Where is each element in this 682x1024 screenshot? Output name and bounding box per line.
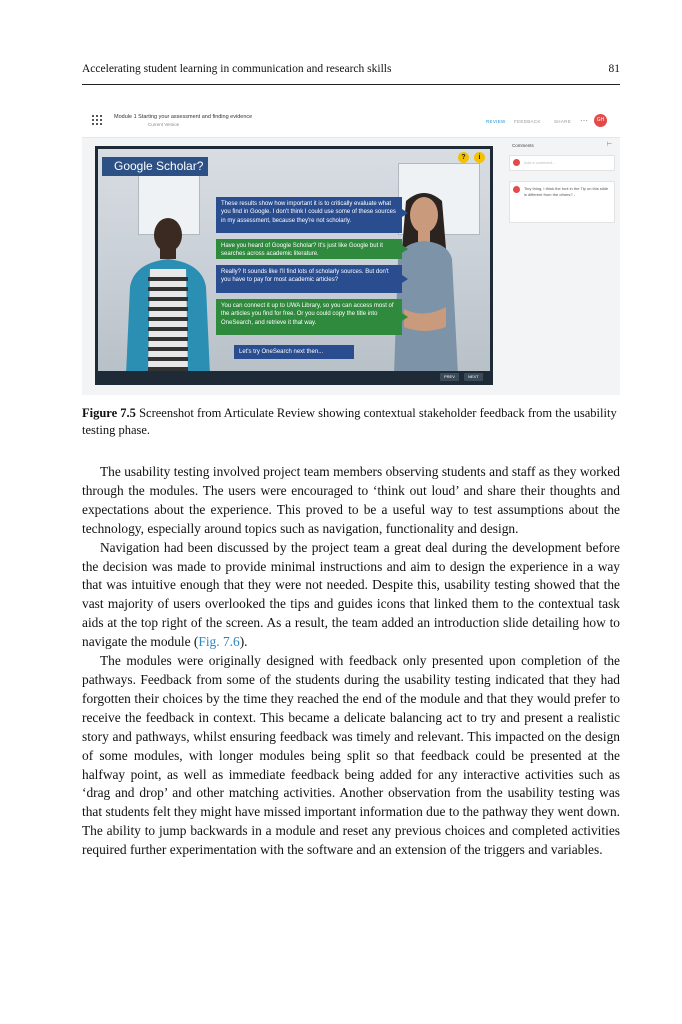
paragraph: The modules were originally designed with feedback only presented upon completion of the pathways. Feedback from some of the students during the usability testing indicated that they had forgotten their choices by the time they reached the end of the module and that they would prefer to receive the feedback in context. This became a delicate balancing act to try and present a realistic story and pathways, whilst ensuring feedback was timely and relevant. This impacted on the design of some modules, with longer modules being split so that feedback could be presented at the halfway point, as well as immediate feedback being added for any interactive activities such as ‘drag and drop’ and other matching activities. Another observation from the usability testing was that students felt they might have missed important information due to the pathway they went down. The ability to jump backwards in a module and reset any previous choices and completed activities required further experimentation with the software and an extension of the triggers and variables. [82, 653, 620, 858]
more-icon[interactable]: ⋯ [580, 116, 588, 125]
bubble-tail [402, 313, 408, 321]
choice-button[interactable]: Let's try OneSearch next then... [234, 345, 354, 359]
prev-button[interactable]: PREV [440, 373, 459, 381]
comments-title: Comments [512, 143, 534, 148]
slide-player [95, 146, 493, 385]
collapse-panel-icon[interactable]: ⊢ [606, 142, 612, 148]
bubble-tail [402, 245, 408, 253]
slide-footer [98, 371, 490, 383]
info-icon[interactable]: i [474, 152, 485, 163]
dialogue-bubble: You can connect it up to UWA Library, so you can access most of the articles you find for free. Or you could copy the title into OneSearch, and retrieve it that way. [216, 299, 402, 335]
review-topbar [82, 105, 620, 138]
paragraph-text: ). [239, 634, 248, 650]
bubble-tail [402, 275, 408, 283]
grid-menu-icon[interactable] [92, 115, 104, 127]
slide-title: Google Scholar? [102, 157, 208, 176]
dialogue-bubble: These results show how important it is to critically evaluate what you find in Google. I don't think I could use some of these sources in my assessment, because they're not scholarly. [216, 197, 402, 233]
comments-panel [500, 141, 616, 387]
tab-feedback[interactable]: FEEDBACK [514, 119, 541, 124]
running-header [82, 63, 620, 81]
module-title: Module 1 Starting your assessment and finding evidence [114, 114, 253, 120]
paragraph: The usability testing involved project team members observing students and staff as they worked through the modules. The users were encouraged to ‘think out loud’ and share their thoughts and expectations about the experience. This proved to be a useful way to test assumptions about the technology, especially around topics such as navigation, functionality and design. [82, 464, 620, 536]
avatar[interactable]: GH [594, 114, 607, 127]
comment-card[interactable] [509, 181, 615, 223]
commenter-avatar [513, 159, 520, 166]
dialogue-bubble: Have you heard of Google Scholar? It's just like Google but it searches across academic literature. [216, 239, 402, 259]
comment-text: Tiny thing, I think the font in the Tip on this slide is different from the others? - [524, 186, 609, 197]
tab-review[interactable]: REVIEW [486, 119, 506, 124]
paragraph-text: Navigation had been discussed by the project team a great deal during the development before the decision was made to provide minimal instructions and aim to design the experience in a way that was intuitive enough that they were not needed. Despite this, usability testing showed that the vast majority of users overlooked the tips and guides icons that linked them to the contextual task aids at the top right of the screen. As a result, the team added an introduction slide detailing how to navigate the module ( [82, 539, 620, 650]
running-title: Accelerating student learning in communication and research skills [82, 63, 392, 75]
help-icon[interactable]: ? [458, 152, 469, 163]
dialogue-bubble: Really? It sounds like I'll find lots of scholarly sources. But don't you have to pay for most academic articles? [216, 265, 402, 293]
tab-share[interactable]: SHARE [554, 119, 572, 124]
body-text [82, 463, 620, 860]
paragraph [82, 539, 620, 652]
slide-background [98, 149, 490, 371]
commenter-avatar [513, 186, 520, 193]
male-student-figure [118, 217, 214, 371]
figure-screenshot [82, 105, 620, 395]
comment-placeholder: Add a comment... [524, 160, 556, 165]
comment-input[interactable] [509, 155, 615, 171]
figure-link[interactable]: Fig. 7.6 [198, 634, 240, 650]
page-number: 81 [608, 63, 620, 75]
header-rule [82, 84, 620, 85]
figure-caption [82, 405, 620, 439]
figure-label: Figure 7.5 [82, 406, 136, 420]
caption-text: Screenshot from Articulate Review showing contextual stakeholder feedback from the usability testing phase. [82, 406, 617, 437]
module-version[interactable]: Current Version [148, 122, 180, 127]
bubble-tail [402, 209, 408, 217]
next-button[interactable]: NEXT [464, 373, 483, 381]
